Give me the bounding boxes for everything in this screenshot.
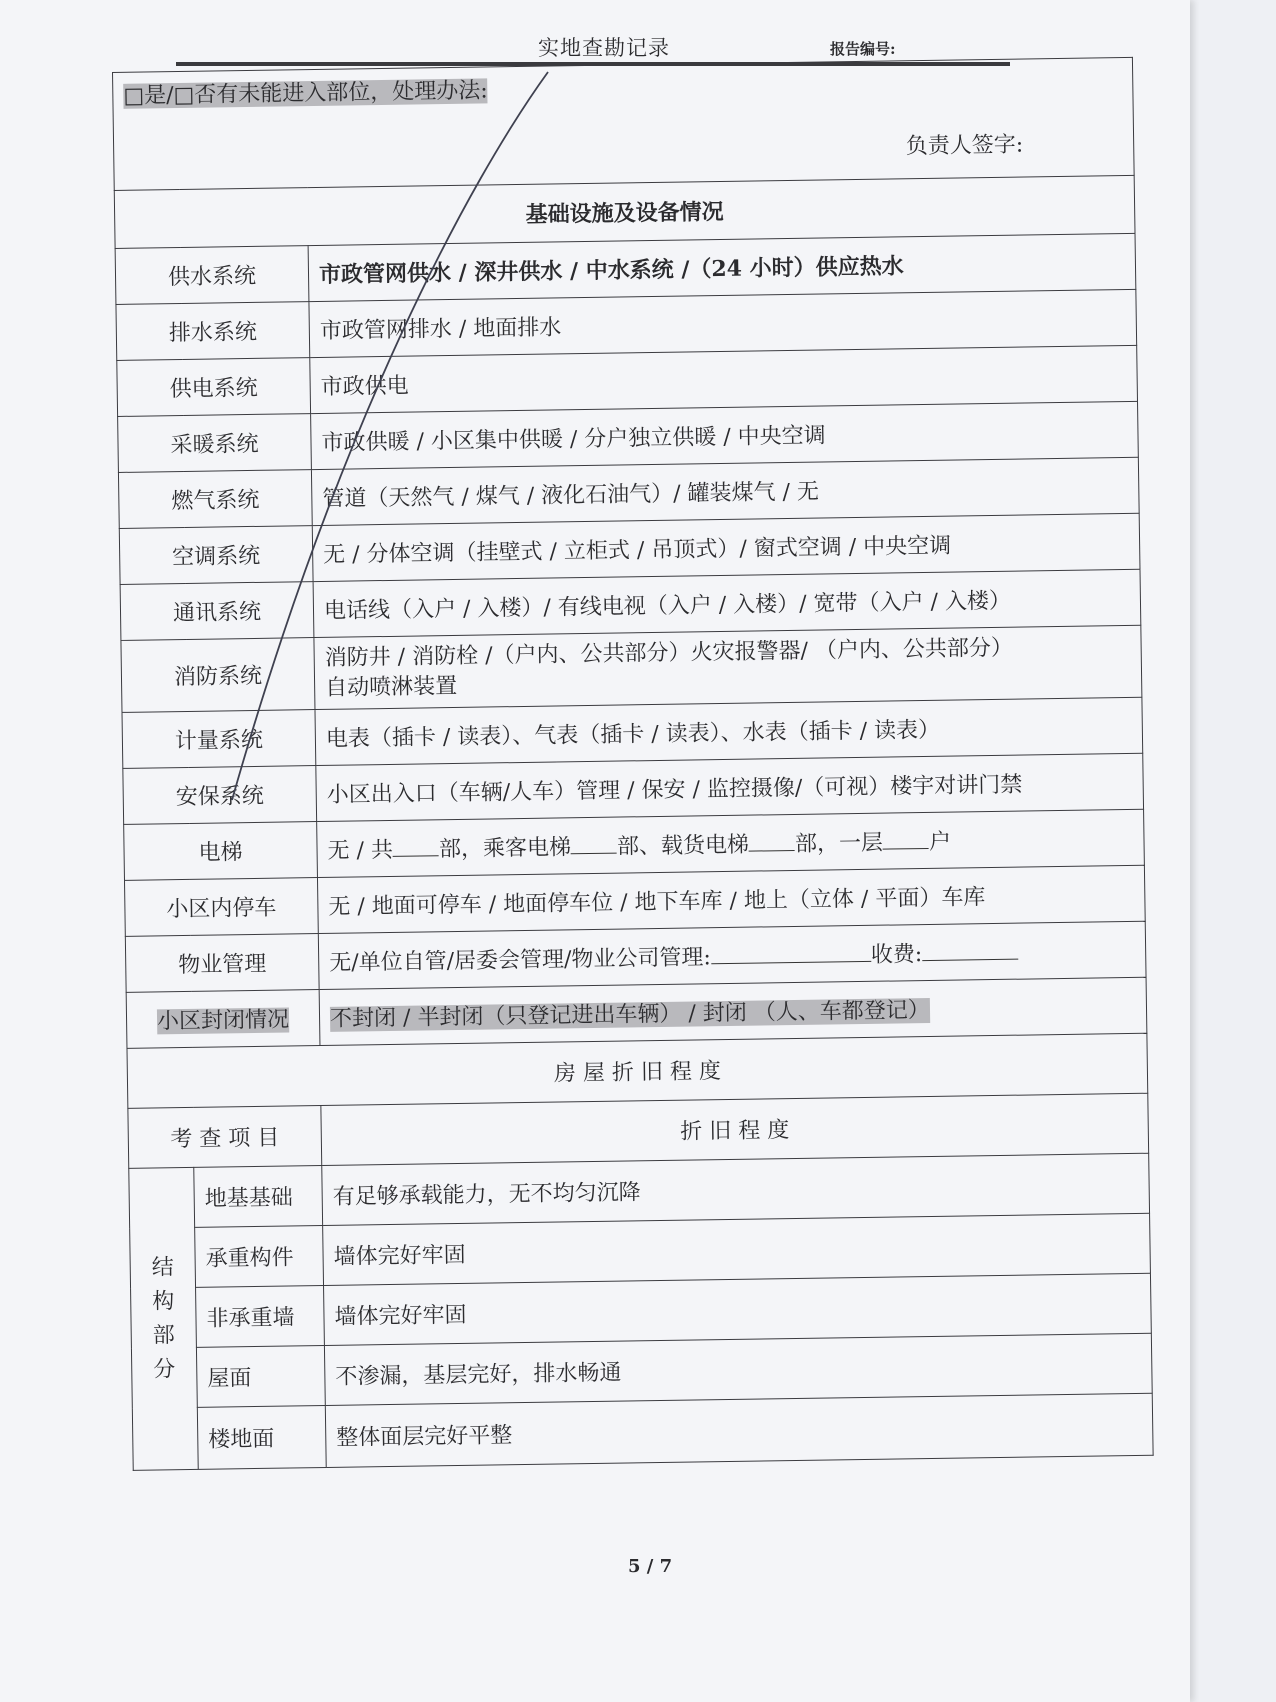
facility-value: 市政管网排水 / 地面排水	[309, 289, 1137, 357]
elevator-text: 部，一层	[794, 830, 884, 857]
group-char: 分	[153, 1356, 176, 1383]
group-char: 结	[151, 1254, 174, 1281]
facility-value: 市政供暖 / 小区集中供暖 / 分户独立供暖 / 中央空调	[311, 401, 1139, 469]
depreciation-heading: 房 屋 折 旧 程 度	[127, 1033, 1148, 1108]
facility-value: 电话线（入户 / 入楼）/ 有线电视（入户 / 入楼）/ 宽带（入户 / 入楼）	[313, 569, 1141, 637]
structure-value: 墙体完好牢固	[324, 1273, 1152, 1345]
structure-item: 地基基础	[194, 1166, 323, 1228]
document-title: 实地查勘记录	[538, 36, 670, 60]
structure-value: 整体面层完好平整	[325, 1393, 1153, 1467]
facility-value-line: 自动喷淋装置	[324, 673, 458, 701]
facility-value: 无 / 地面可停车 / 地面停车位 / 地下车库 / 地上（立体 / 平面）车库	[317, 865, 1145, 933]
enclosure-value: 不封闭 / 半封闭（只登记进出车辆） / 封闭 （人、车都登记）	[329, 997, 930, 1032]
facility-value: 电表（插卡 / 读表）、气表（插卡 / 读表）、水表（插卡 / 读表）	[315, 697, 1143, 765]
survey-form	[112, 56, 1184, 1531]
structure-item: 楼地面	[197, 1405, 326, 1469]
structure-group-label	[129, 1167, 198, 1470]
group-char: 部	[152, 1322, 175, 1349]
facility-label: 供电系统	[117, 358, 311, 417]
facility-value: 管道（天然气 / 煤气 / 液化石油气）/ 罐装煤气 / 无	[311, 457, 1139, 525]
facilities-heading: 基础设施及设备情况	[114, 175, 1135, 248]
group-char: 构	[152, 1288, 175, 1315]
elevator-text: 部，乘客电梯	[438, 835, 572, 863]
facility-label: 采暖系统	[118, 414, 312, 473]
facility-value: 市政管网供水 / 深井供水 / 中水系统 /（24 小时）供应热水	[308, 233, 1136, 301]
signature-label: 负责人签字:	[905, 132, 1024, 160]
passenger-elevator-blank[interactable]	[571, 833, 617, 855]
survey-table	[112, 57, 1154, 1471]
facility-value: 无 / 分体空调（挂壁式 / 立柜式 / 吊顶式）/ 窗式空调 / 中央空调	[312, 513, 1140, 581]
facility-label: 燃气系统	[118, 470, 312, 529]
facility-label: 消防系统	[121, 638, 315, 713]
facility-label: 排水系统	[116, 302, 310, 361]
facility-value: 小区出入口（车辆/人车）管理 / 保安 / 监控摄像/（可视）楼宇对讲门禁	[316, 753, 1144, 821]
structure-value: 墙体完好牢固	[323, 1213, 1151, 1285]
elevator-text: 无 / 共	[327, 837, 394, 864]
facility-label: 安保系统	[123, 766, 317, 825]
elevator-text: 部、载货电梯	[616, 832, 750, 860]
freight-elevator-blank[interactable]	[749, 830, 795, 852]
facility-value	[314, 625, 1142, 709]
property-company-blank[interactable]	[711, 941, 871, 964]
structure-item: 屋面	[196, 1345, 325, 1407]
facility-value-line: 消防井 / 消防栓 /（户内、公共部分）火灾报警器/ （户内、公共部分）	[324, 635, 1014, 671]
property-fee-label: 收费:	[870, 942, 923, 968]
facility-label: 小区内停车	[124, 878, 318, 937]
page-number: 5 / 7	[628, 1556, 673, 1577]
column-header-item: 考 查 项 目	[128, 1106, 322, 1169]
report-number-label: 报告编号:	[830, 40, 896, 58]
access-note: □是/□否有未能进入部位，处理办法:	[123, 78, 488, 109]
facility-label	[126, 990, 320, 1049]
facility-label: 供水系统	[115, 246, 309, 305]
facility-label: 电梯	[124, 822, 318, 881]
property-fee-blank[interactable]	[922, 939, 1018, 961]
structure-item: 非承重墙	[196, 1285, 325, 1347]
column-header-degree: 折 旧 程 度	[321, 1093, 1149, 1165]
access-row	[113, 57, 1135, 190]
elevator-count-blank[interactable]	[393, 835, 439, 857]
facility-label: 物业管理	[125, 934, 319, 993]
facility-label: 通讯系统	[120, 582, 314, 641]
structure-item: 承重构件	[195, 1226, 324, 1288]
facility-label: 计量系统	[122, 710, 316, 769]
facility-label: 空调系统	[119, 526, 313, 585]
elevator-text: 户	[928, 829, 952, 855]
property-text: 无/单位自管/居委会管理/物业公司管理:	[329, 945, 712, 976]
facility-value: 市政供电	[310, 345, 1138, 413]
units-per-floor-blank[interactable]	[883, 828, 929, 850]
structure-value: 不渗漏，基层完好，排水畅通	[324, 1333, 1152, 1405]
structure-value: 有足够承载能力，无不均匀沉降	[322, 1153, 1150, 1225]
enclosure-label: 小区封闭情况	[156, 1007, 290, 1035]
